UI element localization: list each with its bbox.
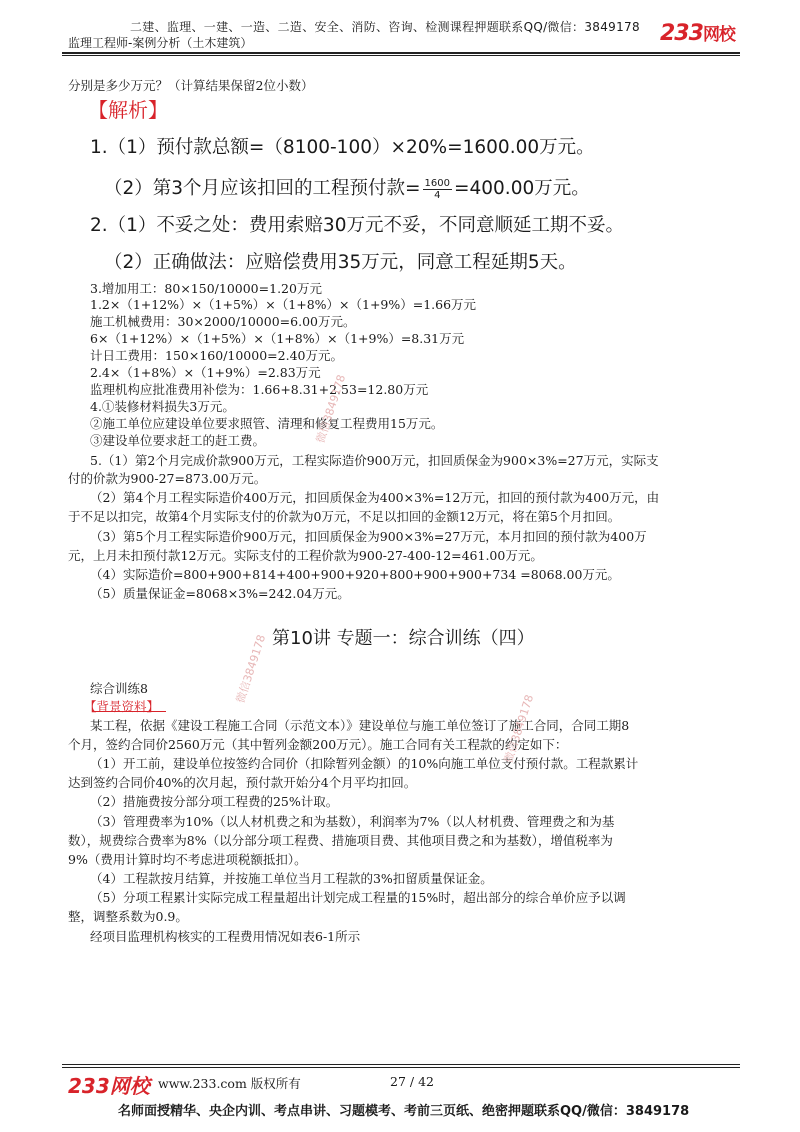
header-divider-thin	[62, 55, 740, 56]
background-label: 【背景资料】	[84, 699, 160, 714]
calc-line: 4.①装修材料损失3万元。	[90, 399, 235, 414]
training-label: 综合训练8	[90, 681, 148, 696]
watermark: 微信3849178	[313, 373, 349, 445]
q5-line: 5.（1）第2个月完成价款900万元，工程实际造价900万元，扣回质保金为900×3%=27万元，实际支	[90, 453, 659, 468]
answer-1-2-prefix: （2）第3个月应该扣回的工程预付款=	[104, 178, 421, 199]
answer-2-1: 2.（1）不妥之处：费用索赔30万元不妥，不同意顺延工期不妥。	[90, 215, 624, 236]
calc-line: 计日工费用：150×160/10000=2.40万元。	[90, 348, 343, 363]
fraction-denominator: 4	[434, 189, 441, 201]
watermark: 微信3849178	[501, 693, 537, 765]
q5-line: （3）第5个月工程实际造价900万元，扣回质保金为900×3%=27万元，本月扣回的预付款为400万	[90, 529, 647, 544]
background-line: 9%（费用计算时均不考虑进项税额抵扣）。	[68, 852, 307, 867]
analysis-label: 【解析】	[88, 98, 168, 122]
answer-1-2	[104, 174, 590, 201]
calc-line: 监理机构应批准费用补偿为：1.66+8.31+2.53=12.80万元	[90, 382, 429, 397]
calc-line: ③建设单位要求赶工的赶工费。	[90, 433, 266, 448]
calc-line: 2.4×（1+8%）×（1+9%）=2.83万元	[90, 365, 321, 380]
watermark: 微信3849178	[233, 633, 269, 705]
header-contact-line: 二建、监理、一建、一造、二造、安全、消防、咨询、检测课程押题联系QQ/微信：3849178	[130, 20, 640, 34]
answer-2-2: （2）正确做法：应赔偿费用35万元，同意工程延期5天。	[104, 252, 577, 273]
background-line: 个月，签约合同价2560万元（其中暂列金额200万元）。施工合同有关工程款的约定如下：	[68, 737, 568, 752]
header-divider	[62, 52, 740, 54]
calc-line: 3.增加用工：80×150/10000=1.20万元	[90, 281, 322, 296]
brand-logo	[660, 20, 735, 46]
footer-logo	[68, 1070, 150, 1099]
q5-line: 元，上月未扣预付款12万元。实际支付的工程价款为900-27-400-12=461.00万元。	[68, 548, 543, 563]
background-line: 数），规费综合费率为8%（以分部分项工程费、措施项目费、其他项目费之和为基数），增值税率为	[68, 833, 613, 848]
footer-copyright: www.233.com 版权所有	[158, 1076, 301, 1091]
footer-divider	[62, 1064, 740, 1065]
footer-contact-line: 名师面授精华、央企内训、考点串讲、习题模考、考前三页纸、绝密押题联系QQ/微信：3849178	[118, 1104, 690, 1119]
page-number: 27 / 42	[390, 1074, 434, 1089]
background-line: （2）措施费按分部分项工程费的25%计取。	[90, 794, 339, 809]
background-line: 整，调整系数为0.9。	[68, 909, 188, 924]
brand-logo-digits: 233	[660, 21, 703, 46]
footer-divider-thin	[62, 1067, 740, 1068]
background-line: （3）管理费率为10%（以人材机费之和为基数），利润率为7%（以人材机费、管理费之和为基	[90, 814, 615, 829]
footer-logo-text: 网校	[109, 1074, 150, 1098]
background-line: 某工程，依据《建设工程施工合同（示范文本）》建设单位与施工单位签订了施工合同，合同工期8	[90, 718, 630, 733]
q5-line: 于不足以扣完，故第4个月实际支付的价款为0万元，不足以扣回的金额12万元，将在第5个月扣回。	[68, 509, 621, 524]
background-line: （4）工程款按月结算，并按施工单位当月工程款的3%扣留质量保证金。	[90, 871, 493, 886]
background-line: 经项目监理机构核实的工程费用情况如表6-1所示	[90, 929, 361, 944]
footer-logo-digits: 233	[68, 1074, 110, 1098]
answer-1-1: 1.（1）预付款总额=（8100-100）×20%=1600.00万元。	[90, 137, 595, 158]
background-line: （1）开工前，建设单位按签约合同价（扣除暂列金额）的10%向施工单位支付预付款。工程款累计	[90, 756, 639, 771]
background-label-underline	[92, 711, 166, 712]
calc-line: 6×（1+12%）×（1+5%）×（1+8%）×（1+9%）=8.31万元	[90, 331, 465, 346]
q5-line: （5）质量保证金=8068×3%=242.04万元。	[90, 586, 350, 601]
background-line: 达到签约合同价40%的次月起，预付款开始分4个月平均扣回。	[68, 775, 417, 790]
section-title: 第10讲 专题一：综合训练（四）	[272, 628, 535, 649]
answer-1-2-suffix: =400.00万元。	[454, 178, 590, 199]
q5-line: （4）实际造价=800+900+814+400+900+920+800+900+900+734 =8068.00万元。	[90, 567, 620, 582]
header-course-title: 监理工程师-案例分析（土木建筑）	[68, 36, 253, 50]
fraction	[423, 178, 452, 201]
background-line: （5）分项工程累计实际完成工程量超出计划完成工程量的15%时，超出部分的综合单价应予以调	[90, 890, 626, 905]
q5-line: 付的价款为900-27=873.00万元。	[68, 471, 267, 486]
q5-line: （2）第4个月工程实际造价400万元，扣回质保金为400×3%=12万元，扣回的预付款为400万元，由	[90, 490, 660, 505]
brand-logo-text: 网校	[702, 25, 735, 45]
fraction-numerator: 1600	[424, 177, 450, 189]
calc-line: 1.2×（1+12%）×（1+5%）×（1+8%）×（1+9%）=1.66万元	[90, 297, 477, 312]
question-tail: 分别是多少万元？（计算结果保留2位小数）	[68, 78, 314, 93]
calc-line: 施工机械费用：30×2000/10000=6.00万元。	[90, 314, 356, 329]
calc-line: ②施工单位应建设单位要求照管、清理和修复工程费用15万元。	[90, 416, 444, 431]
